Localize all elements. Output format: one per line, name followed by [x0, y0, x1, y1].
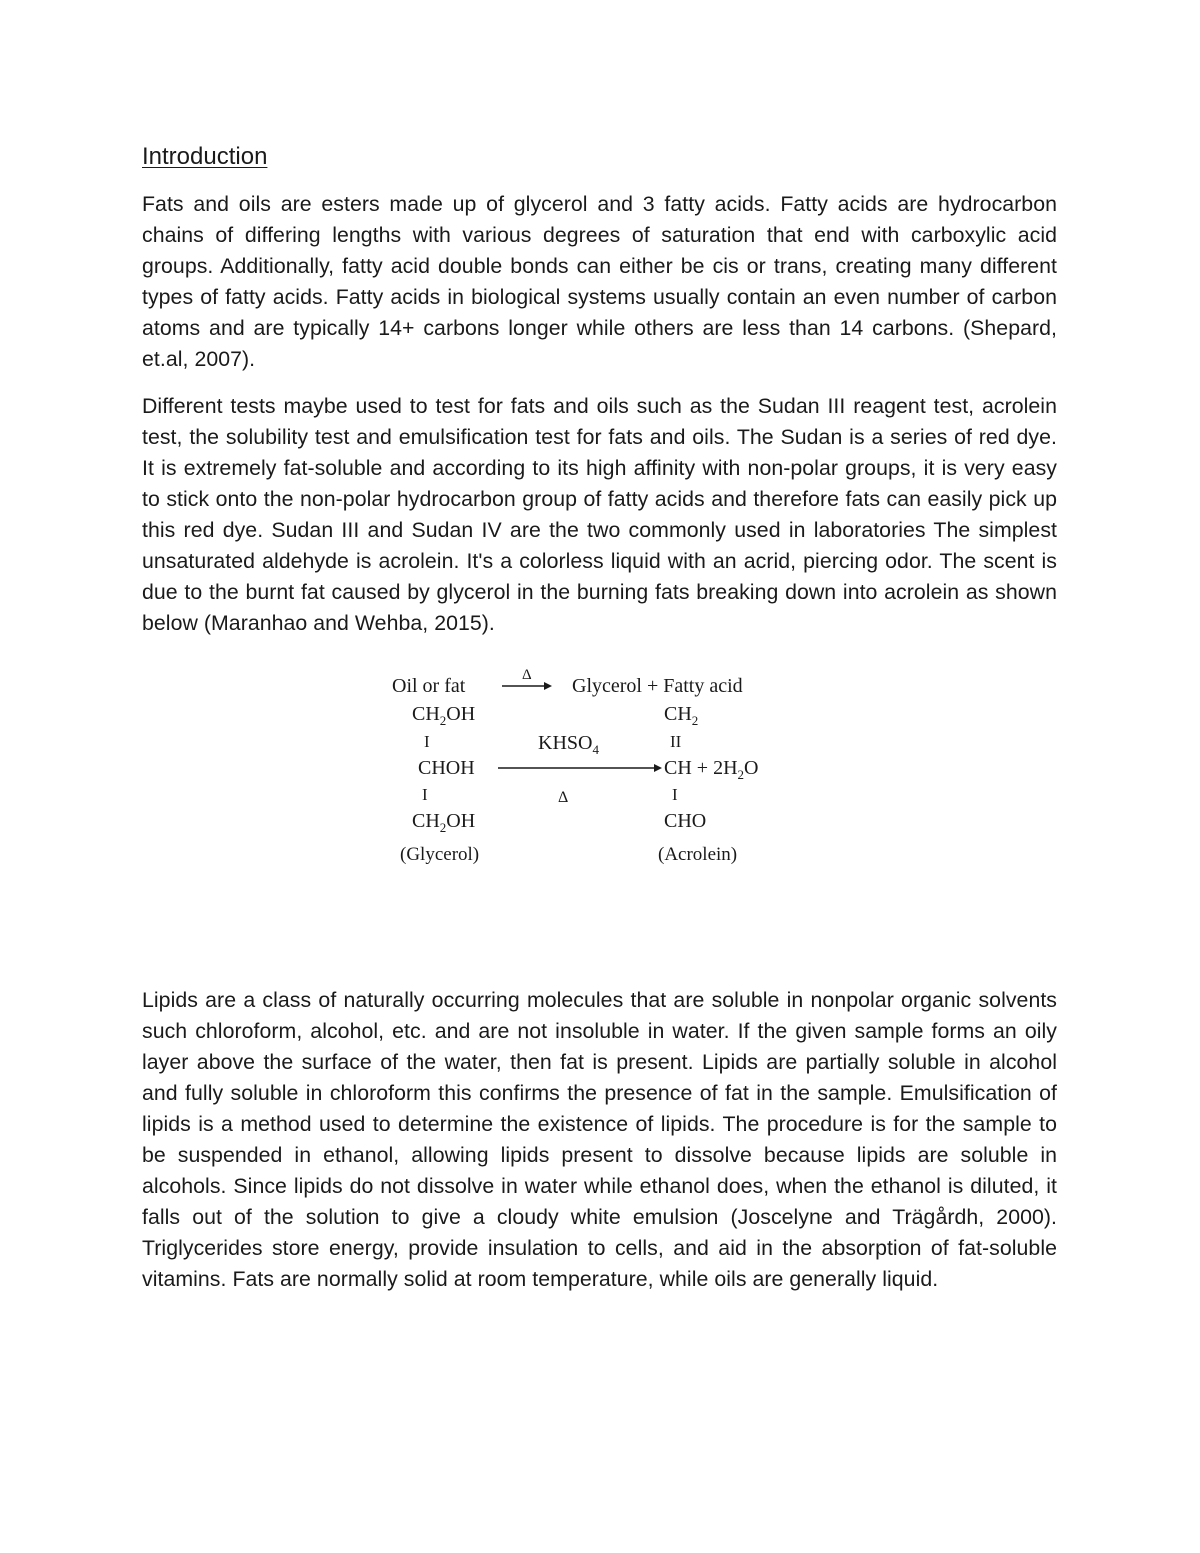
acrolein-c3: CHO — [664, 810, 707, 832]
acrolein-c2: CH + $2H_2O$ — [664, 757, 759, 782]
document-page — [142, 141, 1057, 1291]
glycerol-label: (Glycerol) — [400, 844, 480, 865]
section-heading: Introduction — [142, 143, 268, 170]
reaction-arrow-head — [654, 764, 662, 772]
acrolein-reaction-figure — [142, 659, 1057, 885]
acrolein-c1: $CH_2$ — [664, 703, 699, 728]
glycerol-c3: $CH_2OH$ — [412, 810, 476, 835]
acrolein-label: (Acrolein) — [658, 844, 738, 865]
glycerol-c1: $CH_2OH$ — [412, 703, 476, 728]
glycerol-c2: CHOH — [418, 757, 475, 779]
reactant-text: Oil or fat — [392, 675, 466, 697]
glycerol-bond-2: I — [422, 785, 428, 804]
reaction-diagram — [382, 659, 802, 885]
heat-symbol-bottom: Δ — [558, 789, 569, 806]
acrolein-bond-2: I — [672, 785, 678, 804]
heat-symbol-top: Δ — [522, 667, 532, 683]
acrolein-double-bond: II — [670, 732, 682, 751]
paragraph-fats-oils: Fats and oils are esters made up of glycerol and 3 fatty acids. Fatty acids are hydrocarbon chains of differing lengths with various degrees of saturation that end with carboxylic acid groups. Additionally, fatty acid double bonds can either be cis or trans, creating many different types of fatty acids. Fatty acids in biological systems usually contain an even number of carbon atoms and are typically 14+ carbons longer while others are less than 14 carbons. (Shepard, et.al, 2007). — [142, 192, 1057, 371]
glycerol-bond-1: I — [424, 732, 430, 751]
paragraph-tests: Different tests maybe used to test for fats and oils such as the Sudan III reagent test, acrolein test, the solubility test and emulsification test for fats and oils. The Sudan is a series of red dye. It is extremely fat-soluble and according to its high affinity with non-polar groups, it is very easy to stick onto the non-polar hydrocarbon group of fatty acids and therefore fats can easily pick up this red dye. Sudan III and Sudan IV are the two commonly used in laboratories The simplest unsaturated aldehyde is acrolein. It's a colorless liquid with an acrid, piercing odor. The scent is due to the burnt fat caused by glycerol in the burning fats breaking down into acrolein as shown below (Maranhao and Wehba, 2015). — [142, 394, 1057, 635]
paragraph-lipids: Lipids are a class of naturally occurring molecules that are soluble in nonpolar organic solvents such chloroform, alcohol, etc. and are not insoluble in water. If the given sample forms an oily layer above the surface of the water, then fat is present. Lipids are partially soluble in alcohol and fully soluble in chloroform this confirms the presence of fat in the sample. Emulsification of lipids is a method used to determine the existence of lipids. The procedure is for the sample to be suspended in ethanol, allowing lipids present to dissolve because lipids are soluble in alcohols. Since lipids do not dissolve in water while ethanol does, when the ethanol is diluted, it falls out of the solution to give a cloudy white emulsion (Joscelyne and Trägårdh, 2000). Triglycerides store energy, provide insulation to cells, and aid in the absorption of fat-soluble vitamins. Fats are normally solid at room temperature, while oils are generally liquid. — [142, 988, 1057, 1291]
catalyst-text: $KHSO_4$ — [538, 732, 599, 757]
heat-arrow-head — [544, 682, 552, 690]
products-text: Glycerol + Fatty acid — [572, 675, 743, 697]
